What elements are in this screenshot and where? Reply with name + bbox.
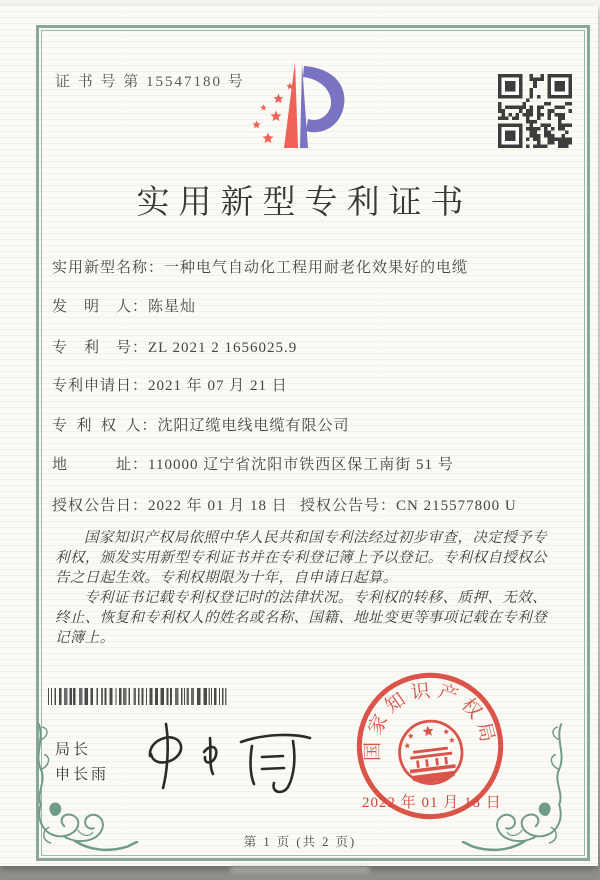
field-label: 发 明 人： — [52, 299, 149, 315]
field-address — [52, 453, 454, 474]
grant-date-label: 授权公告日： — [52, 498, 149, 514]
field-label: 地 址： — [52, 457, 149, 473]
commissioner-name: 申长雨 — [55, 766, 110, 783]
field-value: ZL 2021 2 1656025.9 — [148, 340, 298, 356]
field-value: 2021 年 07 月 21 日 — [148, 378, 288, 394]
grant-no-value: CN 215577800 U — [396, 498, 517, 514]
grant-date-value: 2022 年 01 月 18 日 — [148, 498, 288, 514]
qr-code-icon — [497, 74, 573, 148]
seal-org-text: 国家知识产权局 — [362, 680, 499, 762]
page-number: 第 1 页 (共 2 页) — [243, 835, 357, 849]
legal-paragraph-1: 国家知识产权局依照中华人民共和国专利法经过初步审查，决定授予专利权，颁发实用新型专利证书并在专利登记簿上予以登记。专利权自授权公告之日起生效。专利权期限为十年，自申请日起算。 — [55, 530, 547, 586]
certificate-number: 证 书 号 第 15547180 号 — [55, 74, 245, 90]
barcode-icon — [48, 688, 228, 705]
field-value: 一种电气自动化工程用耐老化效果好的电缆 — [164, 260, 469, 276]
field-patent-number — [52, 336, 297, 357]
cnipa-logo-icon — [246, 60, 356, 152]
seal-date: 2022 年 01 月 18 日 — [362, 795, 502, 811]
field-value: 陈星灿 — [148, 299, 197, 315]
field-filing-date — [52, 374, 288, 395]
field-utility-model-name — [52, 256, 468, 277]
field-value: 沈阳辽缆电线电缆有限公司 — [157, 418, 350, 434]
show-through-smudge — [230, 866, 370, 873]
certificate-title: 实用新型专利证书 — [136, 185, 473, 221]
field-value: 110000 辽宁省沈阳市铁西区保工南街 51 号 — [148, 457, 454, 473]
field-patentee — [52, 414, 350, 435]
field-inventor — [52, 295, 196, 316]
field-label: 专 利 号： — [52, 340, 149, 356]
field-label: 专 利 权 人： — [52, 418, 158, 434]
legal-paragraph-2: 专利证书记载专利权登记时的法律状况。专利权的转移、质押、无效、终止、恢复和专利权人的姓名或名称、国籍、地址变更等事项记载在专利登记簿上。 — [55, 590, 547, 646]
china-national-emblem-icon — [396, 718, 466, 788]
grant-no-label: 授权公告号： — [300, 498, 397, 514]
legal-paragraphs — [55, 528, 547, 648]
field-label: 专利申请日： — [52, 378, 149, 394]
signature-shen-changyu-icon — [138, 714, 323, 799]
commissioner-title: 局长 — [55, 741, 92, 758]
field-grant-row — [52, 494, 517, 515]
field-label: 实用新型名称： — [52, 260, 165, 276]
